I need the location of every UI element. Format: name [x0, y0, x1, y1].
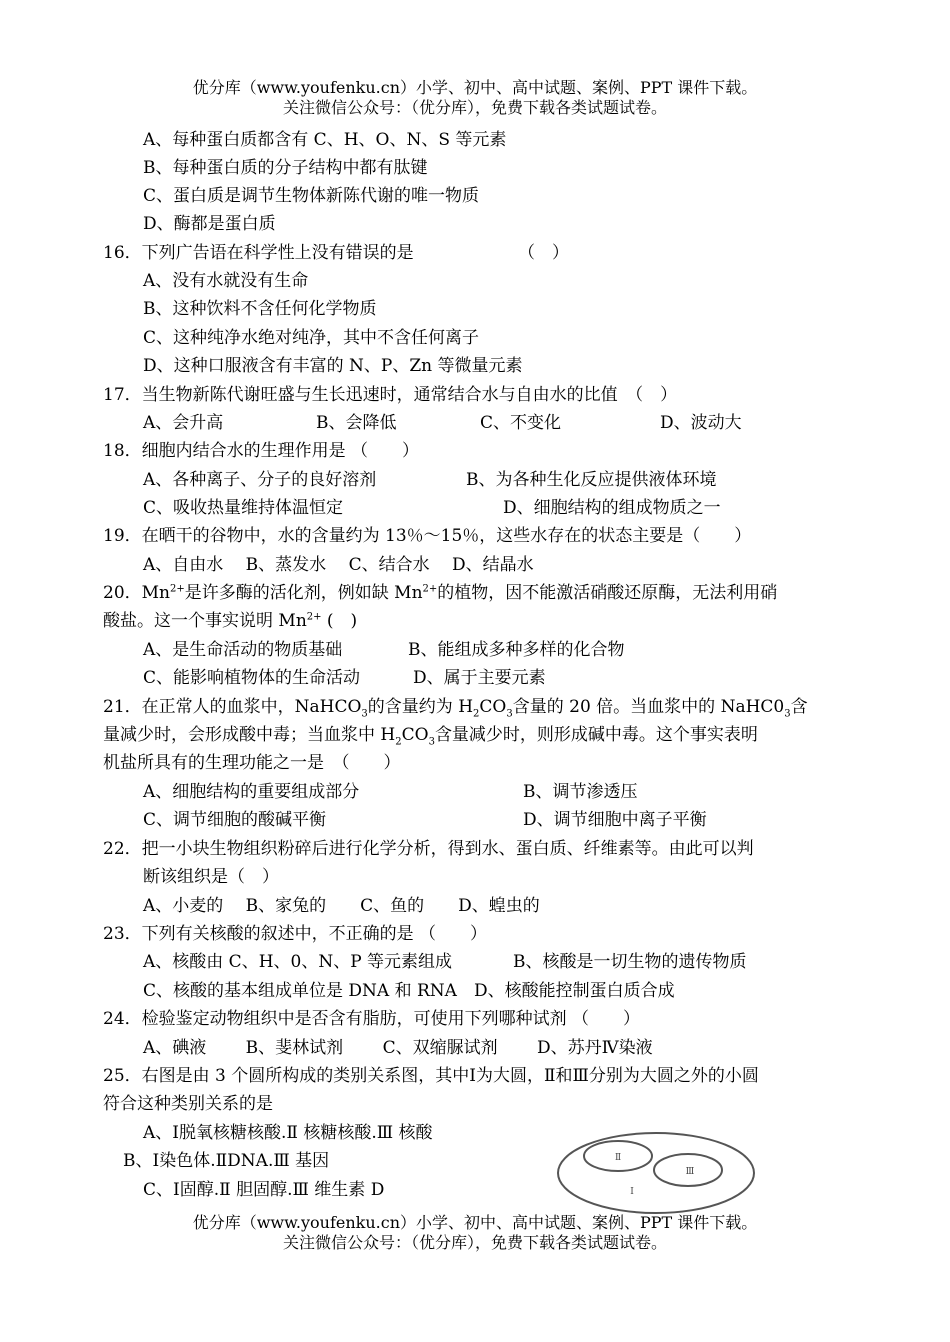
q16-option-d: D、这种口服液含有丰富的 N、P、Zn 等微量元素 — [143, 356, 523, 376]
q20-mn-2: Mn — [394, 583, 423, 603]
q21-sub-2b: 2 — [395, 736, 402, 748]
q20-option-c: C、能影响植物体的生命活动 — [143, 668, 361, 688]
q17-option-d: D、波动大 — [660, 413, 742, 433]
q25-circle-diagram — [555, 1130, 757, 1216]
q20-option-d: D、属于主要元素 — [413, 668, 546, 688]
q20-number: 20． — [103, 583, 142, 603]
q21-sub-3b: 3 — [506, 708, 513, 720]
q16-stem: 16．下列广告语在科学性上没有错误的是 — [103, 243, 414, 263]
q21-sub-3: 3 — [361, 708, 368, 720]
q21-text-7: 含量减少时，则形成碱中毒。这个事实表明 — [434, 725, 758, 745]
q25-option-b: B、Ⅰ染色体.ⅡDNA.Ⅲ 基因 — [123, 1151, 330, 1171]
q21-text-5: 含 — [790, 697, 808, 717]
q20-option-b: B、能组成多种多样的化合物 — [408, 640, 625, 660]
q20-text-3: 酸盐。这一个事实说明 — [103, 611, 279, 631]
q20-stem-line-2 — [103, 611, 357, 631]
q21-sub-3c: 3 — [784, 708, 791, 720]
q16-option-a: A、没有水就没有生命 — [143, 271, 309, 291]
q18-stem: 18．细胞内结合水的生理作用是 （ ） — [103, 441, 420, 461]
q20-mn: Mn — [141, 583, 170, 603]
q21-text-3: CO — [479, 697, 507, 717]
q23-option-a: A、核酸由 C、H、0、N、P 等元素组成 — [143, 952, 453, 972]
q21-stem-line-3: 机盐所具有的生理功能之一是 （ ） — [103, 753, 401, 773]
q15-option-a: A、每种蛋白质都含有 C、H、O、N、S 等元素 — [143, 130, 507, 150]
q22-options: A、小麦的 B、家兔的 C、鱼的 D、蝗虫的 — [143, 896, 540, 916]
q16-answer-paren: （ ） — [518, 243, 569, 263]
q20-stem-line-1 — [103, 583, 777, 603]
q23-stem: 23．下列有关核酸的叙述中，不正确的是 （ ） — [103, 924, 488, 944]
q20-text-1: 是许多酶的活化剂，例如缺 — [184, 583, 395, 603]
q17-option-a: A、会升高 — [143, 413, 224, 433]
q25-option-c: C、Ⅰ固醇.Ⅱ 胆固醇.Ⅲ 维生素 D — [143, 1180, 385, 1200]
q21-option-c: C、调节细胞的酸碱平衡 — [143, 810, 327, 830]
header-line-2: 关注微信公众号：（优分库），免费下载各类试题试卷。 — [282, 98, 667, 117]
q17-option-c: C、不变化 — [480, 413, 562, 433]
label-II: Ⅱ — [614, 1153, 622, 1163]
q22-stem-line-1: 22．把一小块生物组织粉碎后进行化学分析，得到水、蛋白质、纤维素等。由此可以判 — [103, 839, 754, 859]
q21-stem-line-1 — [103, 697, 808, 720]
q19-options: A、自由水 B、蒸发水 C、结合水 D、结晶水 — [143, 555, 534, 575]
q21-text-4: 含量的 20 倍。当血浆中的 NaHC0 — [512, 697, 785, 717]
q18-option-b: B、为各种生化反应提供液体环境 — [466, 470, 717, 490]
q21-option-d: D、调节细胞中离子平衡 — [523, 810, 707, 830]
q17-stem: 17．当生物新陈代谢旺盛与生长迅速时，通常结合水与自由水的比值 （ ） — [103, 385, 678, 405]
q24-stem: 24．检验鉴定动物组织中是否含有脂肪，可使用下列哪种试剂 （ ） — [103, 1009, 641, 1029]
q22-stem-line-2: 断该组织是（ ） — [143, 867, 279, 887]
q21-text-co: CO — [401, 725, 429, 745]
q20-mn-charge-2: 2+ — [422, 583, 438, 595]
q20-mn-charge: 2+ — [170, 583, 185, 595]
q18-option-c: C、吸收热量维持体温恒定 — [143, 498, 344, 518]
q21-sub-3d: 3 — [428, 736, 435, 748]
q15-option-c: C、蛋白质是调节生物体新陈代谢的唯一物质 — [143, 186, 480, 206]
q25-stem-line-1: 25．右图是由 3 个圆所构成的类别关系图，其中Ⅰ为大圆，Ⅱ和Ⅲ分别为大圆之外的小圆 — [103, 1066, 759, 1086]
q16-option-b: B、这种饮料不含任何化学物质 — [143, 299, 377, 319]
q17-option-b: B、会降低 — [316, 413, 397, 433]
q19-stem: 19．在晒干的谷物中，水的含量约为 13％～15％，这些水存在的状态主要是（ ） — [103, 526, 752, 546]
q20-text-2: 的植物，因不能激活硝酸还原酶，无法利用硝 — [437, 583, 778, 603]
q20-option-a: A、是生命活动的物质基础 — [143, 640, 343, 660]
q21-option-a: A、细胞结构的重要组成部分 — [143, 782, 360, 802]
large-circle-I — [558, 1133, 754, 1213]
q18-option-d: D、细胞结构的组成物质之一 — [503, 498, 721, 518]
q21-text-6: 量减少时，会形成酸中毒；当血浆中 H — [103, 725, 396, 745]
q21-stem-line-2 — [103, 725, 758, 748]
q20-mn-3: Mn — [278, 611, 307, 631]
footer-line-1: 优分库（www.youfenku.cn）小学、初中、高中试题、案例、PPT 课件下载。 — [192, 1213, 758, 1232]
q21-text-2: 的含量约为 H — [367, 697, 474, 717]
q25-stem-line-2: 符合这种类别关系的是 — [103, 1094, 273, 1114]
q25-circle-diagram-svg — [555, 1130, 757, 1216]
q21-text-1: 21．在正常人的血浆中，NaHCO — [103, 697, 362, 717]
label-I: Ⅰ — [630, 1187, 634, 1197]
q15-option-d: D、酶都是蛋白质 — [143, 214, 276, 234]
q21-option-b: B、调节渗透压 — [523, 782, 638, 802]
q25-option-a: A、Ⅰ脱氧核糖核酸.Ⅱ 核糖核酸.Ⅲ 核酸 — [143, 1123, 433, 1143]
q16-option-c: C、这种纯净水绝对纯净，其中不含任何离子 — [143, 328, 480, 348]
q15-option-b: B、每种蛋白质的分子结构中都有肽键 — [143, 158, 428, 178]
q24-options: A、碘液 B、斐林试剂 C、双缩脲试剂 D、苏丹Ⅳ染液 — [143, 1038, 653, 1058]
q21-sub-2: 2 — [473, 708, 480, 720]
q23-option-b: B、核酸是一切生物的遗传物质 — [513, 952, 747, 972]
q20-mn-charge-3: 2+ — [306, 611, 322, 623]
q20-answer-paren: ( ) — [321, 611, 358, 631]
header-line-1: 优分库（www.youfenku.cn）小学、初中、高中试题、案例、PPT 课件下载。 — [192, 78, 758, 97]
footer-line-2: 关注微信公众号：（优分库），免费下载各类试题试卷。 — [282, 1233, 667, 1252]
q18-option-a: A、各种离子、分子的良好溶剂 — [143, 470, 377, 490]
label-III: Ⅲ — [685, 1167, 695, 1177]
q23-option-c-d: C、核酸的基本组成单位是 DNA 和 RNA D、核酸能控制蛋白质合成 — [143, 981, 675, 1001]
